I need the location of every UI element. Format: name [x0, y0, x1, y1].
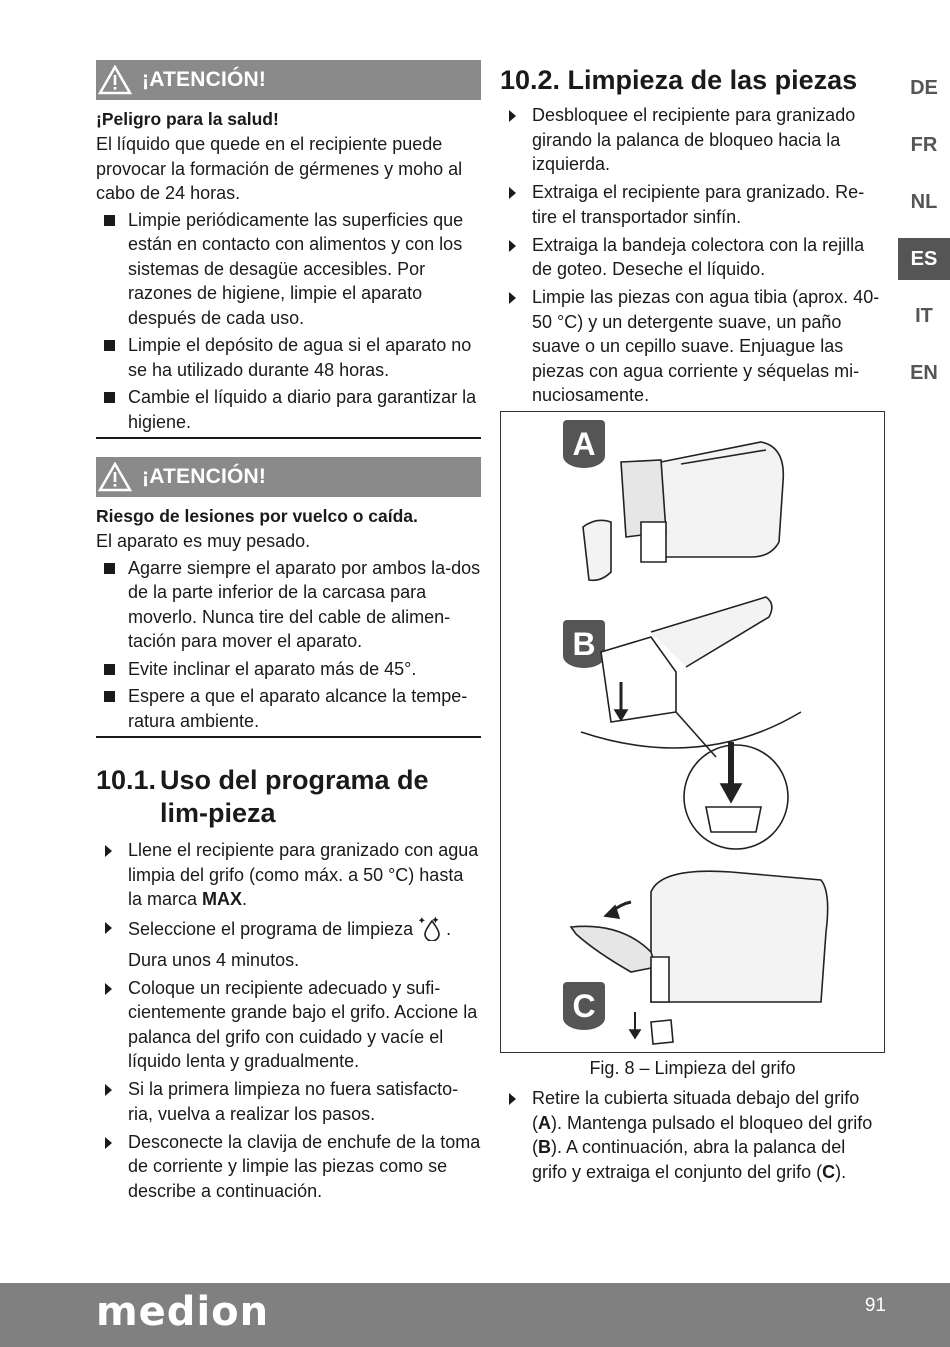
figure-caption: Fig. 8 – Limpieza del grifo: [589, 1058, 796, 1078]
lang-tab-en[interactable]: EN: [910, 361, 938, 384]
right-column: [500, 60, 885, 1188]
divider: [96, 437, 481, 439]
warning-title: ¡ATENCIÓN!: [142, 465, 267, 488]
step-list: [500, 103, 885, 408]
cleaning-program-icon: [418, 915, 446, 948]
warning-text: El líquido que quede en el recipiente puede provocar la formación de gérmenes y moho al cabo de 24 horas.: [96, 134, 463, 203]
step-list: [500, 1086, 885, 1184]
warning-icon: [98, 65, 132, 95]
warning-icon: [98, 462, 132, 492]
lang-tab-it[interactable]: IT: [915, 304, 933, 327]
list-item: Limpie las piezas con agua tibia (aprox. 40-50 °C) y un detergente suave, un paño suave o un cepillo suave. Enjuague las piezas con agua corriente y séquelas mi-nuciosamente.: [500, 285, 885, 408]
list-item: Agarre siempre el aparato por ambos la-dos de la parte inferior de la carcasa para moverlo. Nunca tire del cable de alimen-tación para mover el aparato.: [96, 556, 481, 654]
list-item: Extraiga la bandeja colectora con la rejilla de goteo. Deseche el líquido.: [500, 233, 885, 282]
warning-text: El aparato es muy pesado.: [96, 531, 311, 551]
section-heading: [96, 764, 481, 830]
list-item: Espere a que el aparato alcance la tempe-ratura ambiente.: [96, 684, 481, 733]
square-bullet-icon: [104, 215, 115, 226]
arrow-bullet-icon: [509, 187, 516, 199]
figure-marker-a: A: [563, 420, 605, 468]
section-number: 10.1.: [96, 765, 157, 795]
list-item: Limpie el depósito de agua si el aparato no se ha utilizado durante 48 horas.: [96, 333, 481, 382]
warning-banner: [96, 60, 481, 100]
warning-bullet-list: [96, 556, 481, 734]
slush-machine-drawing: [501, 412, 884, 1052]
page-number: 91: [864, 1295, 886, 1316]
lang-tab-de[interactable]: DE: [910, 76, 938, 99]
square-bullet-icon: [104, 691, 115, 702]
section-title: Uso del programa de lim-pieza: [160, 765, 429, 828]
figure-marker-b: B: [563, 620, 605, 668]
list-item: Coloque un recipiente adecuado y sufi-cientemente grande bajo el grifo. Accione la palanca del grifo con cuidado y vacíe el líquido lenta y gradualmente.: [96, 976, 481, 1074]
arrow-bullet-icon: [105, 983, 112, 995]
arrow-bullet-icon: [105, 1137, 112, 1149]
list-item: Retire la cubierta situada debajo del grifo (A). Mantenga pulsado el bloqueo del grifo (B). A continuación, abra la palanca del grifo y extraiga el conjunto del grifo (C).: [500, 1086, 885, 1184]
arrow-bullet-icon: [105, 845, 112, 857]
lang-tab-nl[interactable]: NL: [910, 190, 938, 213]
divider: [96, 736, 481, 738]
list-item: Desconecte la clavija de enchufe de la toma de corriente y limpie las piezas como se describe a continuación.: [96, 1130, 481, 1204]
arrow-bullet-icon: [509, 292, 516, 304]
lang-tab-fr[interactable]: FR: [910, 133, 938, 156]
page-footer: [0, 1283, 950, 1347]
list-item: Evite inclinar el aparato más de 45°.: [96, 657, 481, 682]
square-bullet-icon: [104, 340, 115, 351]
list-item: Extraiga el recipiente para granizado. Re-tire el transportador sinfín.: [500, 180, 885, 229]
section-title: 10.2. Limpieza de las piezas: [500, 65, 858, 95]
medion-logo: medion: [96, 1289, 270, 1335]
warning-title: ¡ATENCIÓN!: [142, 68, 267, 91]
figure-illustration: [500, 411, 885, 1053]
lang-tab-es[interactable]: ES: [898, 238, 950, 280]
list-item: Si la primera limpieza no fuera satisfacto-ria, vuelva a realizar los pasos.: [96, 1077, 481, 1126]
square-bullet-icon: [104, 664, 115, 675]
warning-bullet-list: [96, 208, 481, 435]
warning-subhead: ¡Peligro para la salud!: [96, 109, 279, 129]
list-item: Cambie el líquido a diario para garantizar la higiene.: [96, 385, 481, 434]
list-item: Limpie periódicamente las superficies que están en contacto con alimentos y con los sistemas de desagüe accesibles. Por razones de higiene, limpie el aparato después de cada uso.: [96, 208, 481, 331]
square-bullet-icon: [104, 563, 115, 574]
left-column: [96, 60, 481, 1207]
warning-subhead: Riesgo de lesiones por vuelco o caída.: [96, 506, 418, 526]
figure-marker-c: C: [563, 982, 605, 1030]
arrow-bullet-icon: [105, 1084, 112, 1096]
arrow-bullet-icon: [509, 110, 516, 122]
arrow-bullet-icon: [509, 240, 516, 252]
arrow-bullet-icon: [509, 1093, 516, 1105]
square-bullet-icon: [104, 392, 115, 403]
list-item: Llene el recipiente para granizado con agua limpia del grifo (como máx. a 50 °C) hasta la marca MAX.: [96, 838, 481, 912]
list-item: Desbloquee el recipiente para granizado girando la palanca de bloqueo hacia la izquierda.: [500, 103, 885, 177]
step-list: [96, 838, 481, 1203]
list-item: Seleccione el programa de limpieza . Dura unos 4 minutos.: [96, 915, 481, 972]
arrow-bullet-icon: [105, 922, 112, 934]
warning-banner: [96, 457, 481, 497]
